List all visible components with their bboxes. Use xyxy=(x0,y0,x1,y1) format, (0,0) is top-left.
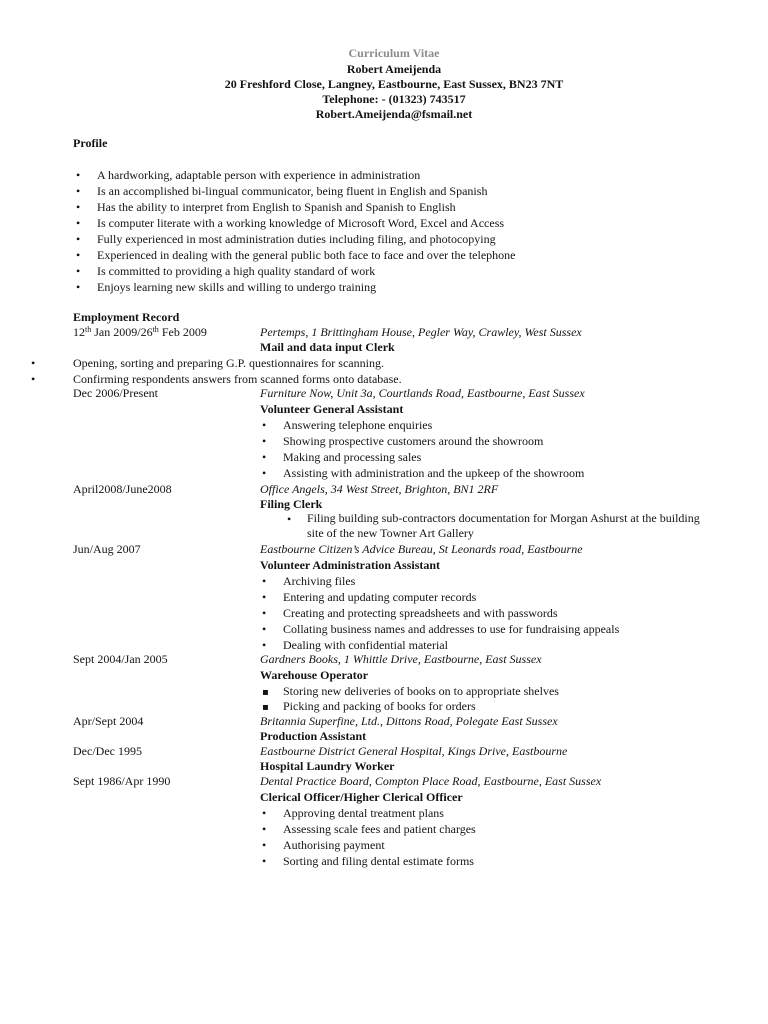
profile-item-text: Has the ability to interpret from English to Spanish and Spanish to English xyxy=(97,200,456,214)
bullet-icon xyxy=(76,231,80,247)
date-ordinal-suffix: th xyxy=(152,325,159,334)
employer-name: Eastbourne Citizen’s Advice Bureau, St Leonards road, Eastbourne xyxy=(260,542,583,556)
employer-name: Britannia Superfine, Ltd., Dittons Road, Polegate East Sussex xyxy=(260,714,558,728)
bullet-icon xyxy=(31,355,35,371)
duty-text: Approving dental treatment plans xyxy=(283,806,444,820)
duty-text: Showing prospective customers around the showroom xyxy=(283,434,544,448)
duty-text: Filing building sub-contractors documentation for Morgan Ashurst at the building site of the new Towner Art Gallery xyxy=(307,511,700,540)
employer-name: Gardners Books, 1 Whittle Drive, Eastbourne, East Sussex xyxy=(260,652,542,666)
job-title: Filing Clerk xyxy=(260,497,323,511)
profile-item-text: Experienced in dealing with the general public both face to face and over the telephone xyxy=(97,248,516,262)
duty-text: Dealing with confidential material xyxy=(283,638,448,652)
job-title: Volunteer General Assistant xyxy=(260,402,404,416)
job-dates: Jun/Aug 2007 xyxy=(73,542,141,556)
bullet-icon xyxy=(76,263,80,279)
profile-item-text: Enjoys learning new skills and willing to undergo training xyxy=(97,280,377,294)
profile-item-text: Is computer literate with a working knowledge of Microsoft Word, Excel and Access xyxy=(97,216,505,230)
employment-heading: Employment Record xyxy=(73,310,180,324)
duty-text: Assisting with administration and the upkeep of the showroom xyxy=(283,466,585,480)
job-title: Mail and data input Clerk xyxy=(260,340,395,354)
bullet-icon xyxy=(262,449,266,465)
job-dates: Dec 2006/Present xyxy=(73,386,158,400)
bullet-icon xyxy=(262,805,266,821)
document-heading: Curriculum Vitae xyxy=(348,46,440,60)
profile-item-text: A hardworking, adaptable person with experience in administration xyxy=(97,168,421,182)
bullet-icon xyxy=(262,821,266,837)
job-dates: Dec/Dec 1995 xyxy=(73,744,142,758)
duty-text: Storing new deliveries of books on to appropriate shelves xyxy=(283,684,559,698)
job-title: Production Assistant xyxy=(260,729,367,743)
job-title: Clerical Officer/Higher Clerical Officer xyxy=(260,790,463,804)
duty-text: Confirming respondents answers from scanned forms onto database. xyxy=(73,372,402,386)
profile-item-text: Fully experienced in most administration duties including filing, and photocopying xyxy=(97,232,496,246)
date-text: Jan 2009/26 xyxy=(91,325,153,339)
bullet-icon xyxy=(262,465,266,481)
job-dates: April2008/June2008 xyxy=(73,482,172,496)
duty-text: Opening, sorting and preparing G.P. questionnaires for scanning. xyxy=(73,356,384,370)
email-address: Robert.Ameijenda@fsmail.net xyxy=(315,107,473,121)
employer-name: Pertemps, 1 Brittingham House, Pegler Way, Crawley, West Sussex xyxy=(260,325,582,339)
duty-text: Picking and packing of books for orders xyxy=(283,699,476,713)
employer-name: Furniture Now, Unit 3a, Courtlands Road, Eastbourne, East Sussex xyxy=(260,386,585,400)
profile-item-text: Is an accomplished bi-lingual communicator, being fluent in English and Spanish xyxy=(97,184,488,198)
bullet-icon xyxy=(76,247,80,263)
date-ordinal-suffix: th xyxy=(85,325,92,334)
bullet-icon xyxy=(262,589,266,605)
bullet-icon xyxy=(31,371,35,387)
duty-text: Creating and protecting spreadsheets and with passwords xyxy=(283,606,558,620)
bullet-icon xyxy=(287,511,291,527)
profile-heading: Profile xyxy=(73,136,108,150)
bullet-icon xyxy=(262,417,266,433)
bullet-icon xyxy=(76,279,80,295)
telephone-number: Telephone: - (01323) 743517 xyxy=(322,92,466,106)
job-title: Hospital Laundry Worker xyxy=(260,759,395,773)
bullet-icon xyxy=(262,853,266,869)
bullet-icon xyxy=(76,199,80,215)
bullet-icon xyxy=(262,837,266,853)
job-dates: Sept 1986/Apr 1990 xyxy=(73,774,171,788)
job-title: Volunteer Administration Assistant xyxy=(260,558,441,572)
bullet-icon xyxy=(76,167,80,183)
bullet-icon xyxy=(262,433,266,449)
duty-text: Answering telephone enquiries xyxy=(283,418,433,432)
duty-text: Making and processing sales xyxy=(283,450,422,464)
profile-item-text: Is committed to providing a high quality standard of work xyxy=(97,264,376,278)
job-dates xyxy=(73,324,207,340)
employer-name: Dental Practice Board, Compton Place Road, Eastbourne, East Sussex xyxy=(260,774,602,788)
job-dates: Sept 2004/Jan 2005 xyxy=(73,652,168,666)
date-text: 12 xyxy=(73,325,85,339)
bullet-icon xyxy=(262,621,266,637)
duty-text: Authorising payment xyxy=(283,838,385,852)
date-text: Feb 2009 xyxy=(158,325,207,339)
candidate-name: Robert Ameijenda xyxy=(346,62,442,76)
duty-text: Collating business names and addresses to use for fundraising appeals xyxy=(283,622,620,636)
bullet-icon xyxy=(262,605,266,621)
duty-text: Sorting and filing dental estimate forms xyxy=(283,854,474,868)
job-dates: Apr/Sept 2004 xyxy=(73,714,144,728)
job-title: Warehouse Operator xyxy=(260,668,369,682)
duty-text: Assessing scale fees and patient charges xyxy=(283,822,476,836)
employer-name: Office Angels, 34 West Street, Brighton, BN1 2RF xyxy=(260,482,499,496)
bullet-icon xyxy=(262,573,266,589)
duty-text: Entering and updating computer records xyxy=(283,590,477,604)
bullet-icon xyxy=(76,183,80,199)
duty-text: Archiving files xyxy=(283,574,356,588)
bullet-icon xyxy=(76,215,80,231)
postal-address: 20 Freshford Close, Langney, Eastbourne, East Sussex, BN23 7NT xyxy=(224,77,564,91)
employer-name: Eastbourne District General Hospital, Kings Drive, Eastbourne xyxy=(260,744,568,758)
